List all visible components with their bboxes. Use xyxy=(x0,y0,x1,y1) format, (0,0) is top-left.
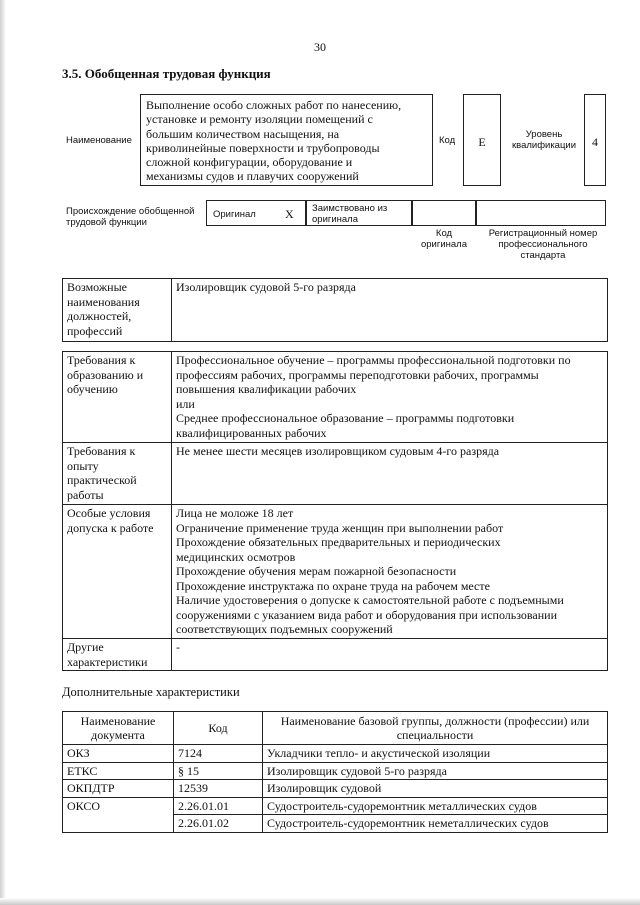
possible-names-value: Изолировщик судовой 5-го разряда xyxy=(172,279,608,342)
row-code: 12539 xyxy=(174,780,263,798)
name-label: Наименование xyxy=(66,135,132,146)
row-code: § 15 xyxy=(174,762,263,780)
req-value-experience: Не менее шести месяцев изолировщиком судовым 4-го разряда xyxy=(172,443,608,505)
table-header-row xyxy=(63,712,608,745)
table-row xyxy=(63,443,608,505)
code-caption: Код оригинала xyxy=(420,228,467,250)
table-row xyxy=(63,797,608,815)
row-doc: ОКСО xyxy=(63,797,174,832)
name-value-box xyxy=(140,94,433,186)
original-label: Оригинал xyxy=(213,209,256,220)
name-value: Выполнение особо сложных работ по нанесению, установке и ремонту изоляции помещений с большим количеством насыщения, на криволинейные поверхности и трубопроводы сложной конфигурации, оборудование и механизмы судов и плавучих сооружений xyxy=(146,98,402,184)
row-doc: ЕТКС xyxy=(63,762,174,780)
additional-table xyxy=(62,711,608,833)
row-name: Укладчики тепло- и акустической изоляции xyxy=(263,745,608,763)
row-name: Изолировщик судовой xyxy=(263,780,608,798)
header-doc: Наименование документа xyxy=(63,712,174,745)
level-label: Уровень квалификации xyxy=(511,129,577,151)
code-value-box xyxy=(463,94,501,186)
page-scan-edge xyxy=(0,0,6,905)
reg-caption: Регистрационный номер профессионального стандарта xyxy=(488,228,598,261)
original-mark: X xyxy=(285,207,294,221)
req-value-special-conditions: Лица не моложе 18 лет Ограничение применение труда женщин при выполнении работ Прохождение обязательных предварительных и периодических медицинских осмотров Прохождение обучения мерам пожарной безопасности Прохождение инструктажа по охране труда на рабочем месте Наличие удостоверения о допуске к самостоятельной работе с подъемными сооружениями с указанием вида работ и оборудования при использовании соответствующих подъемных сооружений xyxy=(172,505,608,639)
row-doc: ОКПДТР xyxy=(63,780,174,798)
requirements-table xyxy=(62,351,608,671)
row-name: Изолировщик судовой 5-го разряда xyxy=(263,762,608,780)
table-row xyxy=(63,745,608,763)
req-label-special-conditions: Особые условия допуска к работе xyxy=(63,505,172,639)
page-number: 30 xyxy=(314,40,326,54)
req-label-experience: Требования к опыту практической работы xyxy=(63,443,172,505)
header-group: Наименование базовой группы, должности (профессии) или специальности xyxy=(263,712,608,745)
table-row xyxy=(63,279,608,342)
borrowed-label: Заимствовано из оригинала xyxy=(312,203,388,225)
additional-title: Дополнительные характеристики xyxy=(62,685,240,699)
req-label-other: Другие характеристики xyxy=(63,639,172,671)
origin-borrowed-cell xyxy=(306,200,412,226)
row-code: 7124 xyxy=(174,745,263,763)
possible-names-label: Возможные наименования должностей, профессий xyxy=(63,279,172,342)
req-label-education: Требования к образованию и обучению xyxy=(63,352,172,443)
table-row xyxy=(63,780,608,798)
level-value: 4 xyxy=(592,135,598,149)
row-doc: ОКЗ xyxy=(63,745,174,763)
code-value: E xyxy=(478,135,486,149)
code-label: Код xyxy=(439,135,456,146)
origin-code-cell xyxy=(412,200,476,226)
table-row xyxy=(63,762,608,780)
req-value-other: - xyxy=(172,639,608,671)
origin-original-cell xyxy=(206,200,306,226)
row-name: Судостроитель-судоремонтник металлических судов xyxy=(263,797,608,815)
row-code: 2.26.01.02 xyxy=(174,815,263,833)
section-title: 3.5. Обобщенная трудовая функция xyxy=(62,66,271,81)
header-code: Код xyxy=(174,712,263,745)
possible-names-table xyxy=(62,278,608,342)
row-name: Судостроитель-судоремонтник неметаллических судов xyxy=(263,815,608,833)
row-code: 2.26.01.01 xyxy=(174,797,263,815)
origin-reg-cell xyxy=(476,200,606,226)
table-row xyxy=(63,352,608,443)
page-scan-bottom-edge xyxy=(0,898,640,905)
table-row xyxy=(63,505,608,639)
level-value-box xyxy=(584,94,606,186)
origin-label: Происхождение обобщенной трудовой функции xyxy=(66,206,195,228)
table-row xyxy=(63,639,608,671)
req-value-education: Профессиональное обучение – программы профессиональной подготовки по профессиям рабочих, программы переподготовки рабочих, программы повышения квалификации рабочих или Среднее профессиональное образование – программы подготовки квалифицированных рабочих xyxy=(172,352,608,443)
